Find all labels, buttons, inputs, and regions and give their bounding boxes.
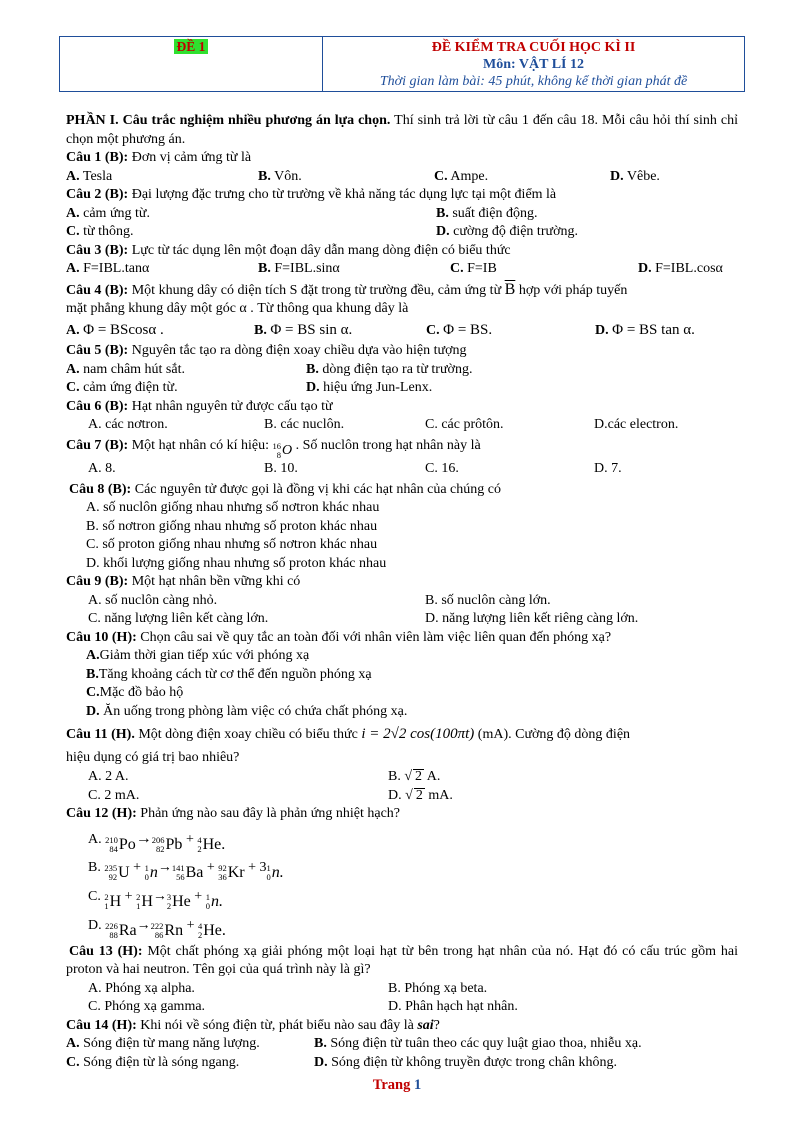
option-a-label: A. (66, 261, 80, 276)
part1-heading: PHẦN I. Câu trắc nghiệm nhiều phương án lựa chọn. (66, 113, 391, 128)
option-b: F=IBL.sinα (270, 261, 340, 276)
option-c-label: C. (434, 168, 448, 184)
option-d-text: Ăn uống trong phòng làm việc có chứa chất phóng xạ. (99, 703, 408, 719)
option-c: C. số proton giống nhau nhưng số nơtron khác nhau (86, 537, 378, 552)
question-4-cont (66, 300, 738, 319)
element-symbol: O (282, 442, 293, 458)
question-text: Một hạt nhân có kí hiệu: (128, 437, 273, 453)
option-c: Sóng điện từ là sóng ngang. (79, 1054, 240, 1070)
question-9-options-row1 (66, 592, 738, 611)
option-b-label: B. (306, 361, 319, 377)
option-c-text: Mặc đồ bảo hộ (99, 685, 184, 700)
question-label: Câu 12 (H): (66, 806, 137, 821)
question-2-options-row1 (66, 205, 738, 224)
option-a: A. số nuclôn giống nhau nhưng số nơtron khác nhau (86, 500, 380, 515)
question-3-options (66, 260, 738, 279)
question-7-options (66, 457, 738, 481)
question-label: Câu 2 (B): (66, 187, 129, 202)
option-d: hiệu ứng Jun-Lenx. (319, 380, 433, 395)
option-a: A. 210 84 Po → 206 82 Pb + 4 2 He. (88, 829, 226, 854)
option-a-label: A. (66, 361, 80, 377)
option-b: Vôn. (270, 168, 302, 184)
option-b-text: Tăng khoảng cách từ cơ thể đến nguồn phóng xạ (98, 666, 372, 682)
option-c-label: C. (426, 323, 440, 338)
option-b-label: B. (88, 859, 101, 875)
option-d: D.các electron. (594, 417, 679, 432)
option-c: cảm ứng điện từ. (79, 380, 178, 395)
exam-content (66, 112, 738, 1072)
option-a: A. số nuclôn càng nhỏ. (88, 592, 218, 608)
question-13-options-row1 (66, 980, 738, 999)
option-c: F=IB (463, 261, 497, 276)
question-6-options (66, 416, 738, 435)
question-text-cont: (mA). Cường độ dòng điện (474, 727, 631, 742)
option-b: suất điện động. (448, 205, 538, 221)
question-text: Đơn vị cảm ứng từ là (128, 150, 252, 165)
question-label: Câu 11 (H). (66, 727, 135, 742)
option-b-label: B. (388, 769, 401, 784)
header-table (59, 36, 745, 92)
option-d-label: D. (610, 168, 624, 184)
option-d-label: D. (306, 380, 320, 395)
option-c: C. 2 mA. (88, 787, 140, 803)
question-11-options-row2 (66, 787, 738, 806)
question-label: Câu 13 (H): (69, 943, 143, 959)
option-c: C. năng lượng liên kết càng lớn. (88, 611, 269, 626)
question-label: Câu 5 (B): (66, 343, 129, 358)
option-d: D. √ 2 mA. (388, 787, 453, 803)
question-text-cont: hợp với pháp tuyến (515, 282, 628, 298)
exam-code: ĐỀ 1 (174, 39, 209, 54)
question-text: Hạt nhân nguyên tử được cấu tạo từ (128, 398, 333, 414)
option-d: D. 7. (594, 460, 622, 476)
question-text: Một dòng điện xoay chiều có biểu thức (134, 727, 362, 742)
option-d: D. 226 88 Ra → 222 86 Rn + 4 2 He. (88, 917, 226, 940)
unit: A. (424, 769, 441, 784)
question-2 (66, 186, 738, 205)
question-2-options-row2 (66, 223, 738, 242)
option-c: C. các prôtôn. (425, 417, 504, 432)
option-a: A. các nơtron. (88, 417, 168, 432)
option-d: cường độ điện trường. (449, 224, 578, 239)
question-7 (66, 435, 738, 460)
question-label: Câu 8 (B): (69, 481, 132, 497)
question-4-options (66, 318, 738, 342)
option-a: cảm ứng từ. (79, 205, 151, 221)
option-d: D. năng lượng liên kết riêng càng lớn. (425, 611, 639, 626)
question-9 (66, 573, 738, 592)
question-text: Phản ứng nào sau đây là phản ứng nhiệt hạch? (136, 806, 400, 821)
option-d: Vêbe. (623, 168, 660, 184)
option-c-label: C. (86, 685, 100, 700)
question-text: Chọn câu sai về quy tắc an toàn đối với nhân viên làm việc liên quan đến phóng xạ? (136, 629, 612, 645)
question-11-options-row1 (66, 768, 738, 787)
question-9-options-row2 (66, 610, 738, 629)
exam-time: Thời gian làm bài: 45 phút, không kể thời gian phát đề (379, 74, 688, 89)
question-11-cont (66, 747, 738, 768)
question-text-cont: mặt phẳng khung dây một góc α . Từ thông qua khung dây là (66, 300, 409, 316)
option-a-label: A. (66, 168, 80, 184)
option-b: dòng điện tạo ra từ trường. (318, 361, 473, 377)
question-5-options-row1 (66, 361, 738, 380)
option-b-label: B. (254, 323, 267, 338)
part1-intro (66, 112, 738, 149)
exam-title: ĐỀ KIỂM TRA CUỐI HỌC KÌ II (431, 40, 636, 55)
question-label: Câu 10 (H): (66, 629, 137, 645)
question-5 (66, 342, 738, 361)
option-a: Φ = BScosα . (83, 322, 164, 338)
option-b-label: B. (258, 261, 271, 276)
question-10 (66, 629, 738, 648)
question-14 (66, 1017, 738, 1036)
page-footer (0, 1077, 794, 1094)
question-mark: ? (433, 1017, 440, 1033)
option-a: Sóng điện từ mang năng lượng. (79, 1036, 260, 1051)
option-a-label: A. (86, 648, 100, 663)
option-b: B. số nơtron giống nhau nhưng số proton khác nhau (86, 518, 378, 534)
option-b-label: B. (258, 168, 271, 184)
option-a: Tesla (79, 168, 113, 184)
question-text: Lực từ tác dụng lên một đoạn dây dẫn mang dòng điện có biểu thức (128, 242, 511, 258)
option-d-label: D. (388, 787, 402, 803)
option-c: C. Phóng xạ gamma. (88, 999, 206, 1014)
option-c-label: C. (88, 888, 101, 904)
option-d (66, 703, 738, 722)
question-3 (66, 242, 738, 261)
page-label: Trang (372, 1077, 411, 1093)
question-label: Câu 1 (B): (66, 150, 129, 165)
question-text-cont: hiệu dụng có giá trị bao nhiêu? (66, 750, 240, 765)
option-b: B. các nuclôn. (264, 417, 345, 432)
option-a-label: A. (66, 205, 80, 221)
question-label: Câu 4 (B): (66, 282, 129, 298)
option-d-label: D. (436, 224, 450, 239)
option-a-label: A. (88, 831, 102, 847)
question-text: Nguyên tắc tạo ra dòng điện xoay chiều dựa vào hiện tượng (128, 343, 467, 358)
vector-b: $\overline{B}$ (504, 280, 516, 298)
sqrt-value: 2 (415, 769, 423, 784)
option-a (66, 647, 738, 666)
question-text: Các nguyên tử được gọi là đồng vị khi các hạt nhân của chúng có (131, 481, 501, 497)
option-b-label: B. (314, 1036, 327, 1051)
option-b: B. 10. (264, 460, 298, 476)
question-label: Câu 3 (B): (66, 242, 129, 258)
emphasis-word: sai (417, 1017, 434, 1033)
exam-code-cell (60, 37, 323, 91)
question-text: Đại lượng đặc trưng cho từ trường về khả năng tác dụng lực tại một điểm là (128, 187, 557, 202)
option-b (66, 666, 738, 685)
option-b: B. √ 2 A. (388, 769, 441, 784)
option-d: Sóng điện từ không truyền được trong chân không. (327, 1054, 617, 1070)
option-c-label: C. (450, 261, 464, 276)
mass-number: 16 (272, 440, 281, 451)
atomic-number: 8 (276, 449, 281, 460)
exam-subject: Môn: VẬT LÍ 12 (482, 57, 584, 72)
page-number: 1 (413, 1077, 422, 1093)
option-a: A. Phóng xạ alpha. (88, 980, 195, 996)
question-label: Câu 14 (H): (66, 1017, 137, 1033)
question-1-options (66, 168, 738, 187)
option-c-label: C. (66, 380, 80, 395)
option-c: Φ = BS. (443, 322, 493, 338)
option-c-label: C. (66, 224, 80, 239)
question-text: Một chất phóng xạ giải phóng một loại hạt từ bên trong hạt nhân của nó. Hạt đó có cấu trúc gồm hai proton và hai neutron. Tên gọi của quá trình này là gì? (66, 943, 738, 977)
option-b-label: B. (86, 666, 99, 682)
exam-info-cell (323, 37, 744, 91)
option-a-label: A. (66, 1036, 80, 1051)
question-1 (66, 149, 738, 168)
option-d: D. Phân hạch hạt nhân. (388, 999, 518, 1014)
question-13-options-row2 (66, 998, 738, 1017)
option-c: Ampe. (447, 168, 489, 184)
unit: mA. (424, 787, 453, 803)
option-a-text: Giảm thời gian tiếp xúc với phóng xạ (99, 648, 310, 663)
question-11 (66, 721, 738, 747)
option-d-label: D. (86, 703, 100, 719)
question-12 (66, 805, 738, 824)
option-d-label: D. (595, 323, 609, 338)
question-text-cont: . Số nuclôn trong hạt nhân này là (292, 437, 481, 453)
part1-instructions: Thí sinh trả lời từ câu 1 đến câu 18. Mỗi câu hỏi thí sinh chỉ chọn một phương án. (66, 113, 738, 147)
question-6 (66, 398, 738, 417)
question-14-options-row2 (66, 1054, 738, 1073)
question-8 (66, 481, 738, 500)
option-b: B. 235 92 U + 1 0 n → 141 56 Ba + 92 36 Kr + 3 1 0 n. (88, 859, 284, 882)
option-a: A. 2 A. (88, 769, 129, 784)
option-d-label: D. (638, 261, 652, 276)
sqrt-value: 2 (415, 787, 423, 803)
option-b-label: B. (436, 205, 449, 221)
question-label: Câu 7 (B): (66, 437, 129, 453)
question-text: Một hạt nhân bền vững khi có (128, 574, 301, 589)
option-a: F=IBL.tanα (79, 261, 150, 276)
question-13 (66, 943, 738, 980)
question-text: Khi nói về sóng điện từ, phát biểu nào sau đây là (136, 1017, 418, 1033)
option-d-label: D. (314, 1054, 328, 1070)
option-c: C. 16. (425, 460, 459, 476)
question-label: Câu 6 (B): (66, 398, 129, 414)
question-14-options-row1 (66, 1035, 738, 1054)
option-c: C. 2 1 H + 2 1 H → 3 2 He + 1 0 n. (88, 888, 223, 911)
option-c: từ thông. (79, 224, 134, 239)
option-d: F=IBL.cosα (651, 261, 723, 276)
question-text: Một khung dây có diện tích S đặt trong từ trường đều, cảm ứng từ (128, 282, 505, 298)
option-d: Φ = BS tan α. (612, 322, 695, 338)
option-a: A. 8. (88, 460, 116, 476)
option-c (66, 684, 738, 703)
option-c-label: C. (66, 1054, 80, 1070)
current-formula: i = 2√2 cos(100πt) (361, 726, 475, 742)
question-4 (66, 279, 738, 300)
option-a: nam châm hút sắt. (79, 361, 185, 377)
question-5-options-row2 (66, 379, 738, 398)
option-d: D. khối lượng giống nhau nhưng số proton khác nhau (86, 555, 387, 571)
option-a-label: A. (66, 323, 80, 338)
option-b: Sóng điện từ tuân theo các quy luật giao thoa, nhiễu xạ. (326, 1036, 642, 1051)
option-b: B. số nuclôn càng lớn. (425, 592, 551, 608)
question-label: Câu 9 (B): (66, 574, 129, 589)
option-b: Φ = BS sin α. (270, 322, 353, 338)
option-d-label: D. (88, 917, 102, 933)
option-b: B. Phóng xạ beta. (388, 980, 488, 996)
